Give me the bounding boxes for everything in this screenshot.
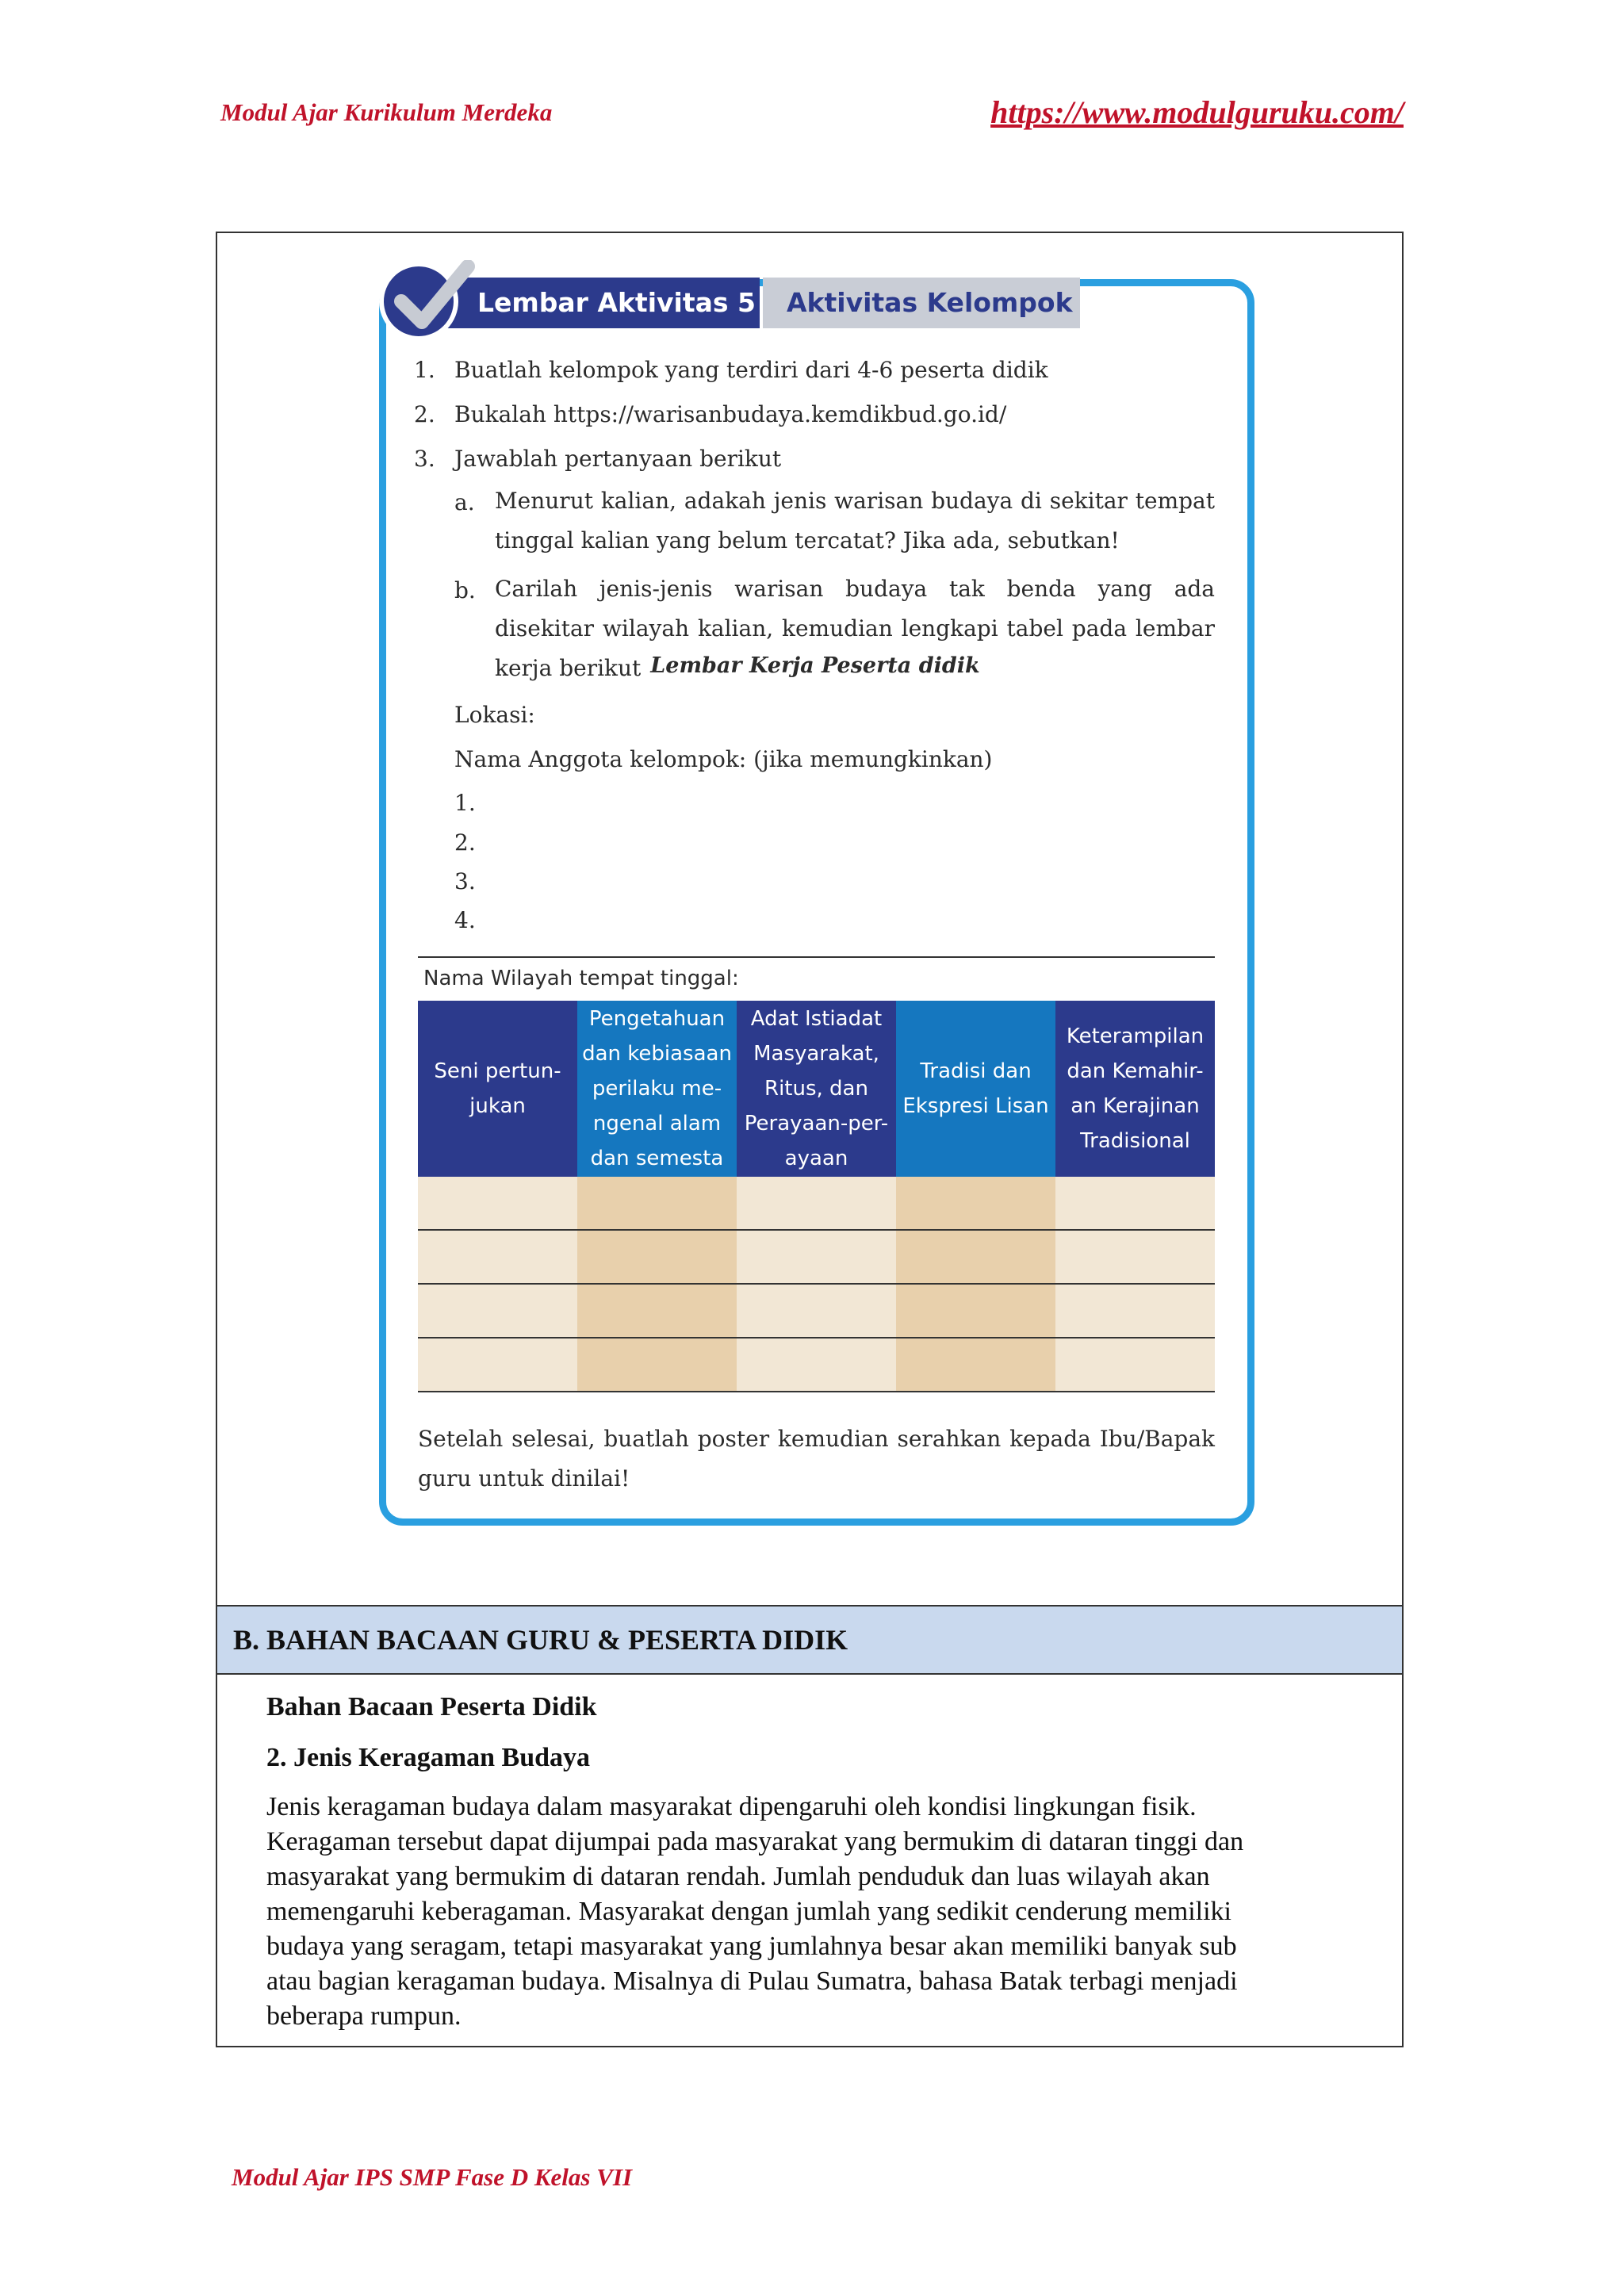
member-number: 3.	[454, 868, 476, 894]
table-cell[interactable]	[418, 1177, 577, 1230]
table-cell[interactable]	[896, 1284, 1055, 1338]
item-text: Bukalah https://warisanbudaya.kemdikbud.go.id/	[454, 401, 1007, 427]
table-header: Adat Istiadat Masyarakat, Ritus, dan Perayaan-per- ayaan	[737, 1001, 896, 1177]
table-cell[interactable]	[1055, 1230, 1215, 1284]
reading-subtitle: Bahan Bacaan Peserta Didik	[266, 1692, 597, 1721]
region-label: Nama Wilayah tempat tinggal:	[423, 967, 739, 990]
table-row	[418, 1338, 1215, 1392]
table-cell[interactable]	[737, 1284, 896, 1338]
item-number: 1.	[414, 357, 435, 383]
table-cell[interactable]	[896, 1338, 1055, 1392]
sub-item-letter: b.	[454, 577, 476, 603]
sub-item-b-text: Carilah jenis-jenis warisan budaya tak benda yang ada disekitar wilayah kalian, kemudian lengkapi tabel pada lembar kerja berikut	[495, 576, 1215, 681]
member-number: 1.	[454, 790, 476, 816]
sub-item-letter: a.	[454, 489, 475, 515]
table-cell[interactable]	[1055, 1284, 1215, 1338]
table-cell[interactable]	[577, 1177, 737, 1230]
paragraph-line: Keragaman tersebut dapat dijumpai pada masyarakat yang bermukim di dataran tinggi dan	[266, 1827, 1244, 1856]
table-cell[interactable]	[418, 1284, 577, 1338]
table-header: Seni pertun- jukan	[418, 1001, 577, 1177]
reading-paragraph	[266, 1790, 1361, 2034]
member-number: 4.	[454, 907, 476, 933]
item-text: Jawablah pertanyaan berikut	[454, 446, 782, 472]
table-cell[interactable]	[577, 1230, 737, 1284]
table-header: Tradisi dan Ekspresi Lisan	[896, 1001, 1055, 1177]
table-cell[interactable]	[1055, 1338, 1215, 1392]
paragraph-line: beberapa rumpun.	[266, 2001, 462, 2031]
section-b-title: B. BAHAN BACAAN GURU & PESERTA DIDIK	[217, 1605, 1402, 1675]
table-cell[interactable]	[418, 1230, 577, 1284]
table-header: Keterampilan dan Kemahir- an Kerajinan Tradisional	[1055, 1001, 1215, 1177]
check-badge-icon	[379, 262, 458, 341]
table-row	[418, 1177, 1215, 1230]
sub-item-a-text: Menurut kalian, adakah jenis warisan budaya di sekitar tempat tinggal kalian yang belum tercatat? Jika ada, sebutkan!	[495, 488, 1215, 553]
paragraph-line: atau bagian keragaman budaya. Misalnya di Pulau Sumatra, bahasa Batak terbagi menjadi	[266, 1967, 1238, 1996]
closing-instruction: Setelah selesai, buatlah poster kemudian serahkan kepada Ibu/Bapak guru untuk dinilai!	[418, 1426, 1215, 1492]
divider	[418, 956, 1215, 958]
item-number: 3.	[414, 446, 435, 472]
group-members-label: Nama Anggota kelompok: (jika memungkinkan)	[454, 746, 993, 772]
table-cell[interactable]	[737, 1230, 896, 1284]
table-cell[interactable]	[896, 1177, 1055, 1230]
table-cell[interactable]	[737, 1338, 896, 1392]
table-cell[interactable]	[577, 1284, 737, 1338]
activity-number-tab: Lembar Aktivitas 5	[428, 278, 760, 328]
worksheet-table	[418, 1001, 1215, 1392]
table-row	[418, 1284, 1215, 1338]
paragraph-line: masyarakat yang bermukim di dataran rendah. Jumlah penduduk dan luas wilayah akan	[266, 1862, 1210, 1891]
item-text: Buatlah kelompok yang terdiri dari 4-6 peserta didik	[454, 357, 1048, 383]
location-label: Lokasi:	[454, 702, 535, 728]
header-website-link[interactable]: https://www.modulguruku.com/	[990, 94, 1404, 130]
table-cell[interactable]	[896, 1230, 1055, 1284]
table-row	[418, 1230, 1215, 1284]
paragraph-line: memengaruhi keberagaman. Masyarakat dengan jumlah yang sedikit cenderung memiliki	[266, 1897, 1231, 1926]
worksheet-title: Lembar Kerja Peserta didik	[650, 653, 980, 678]
table-cell[interactable]	[418, 1338, 577, 1392]
table-cell[interactable]	[577, 1338, 737, 1392]
footer-module-title: Modul Ajar IPS SMP Fase D Kelas VII	[232, 2163, 633, 2191]
reading-heading: 2. Jenis Keragaman Budaya	[266, 1743, 591, 1772]
paragraph-line: Jenis keragaman budaya dalam masyarakat dipengaruhi oleh kondisi lingkungan fisik.	[266, 1792, 1197, 1821]
table-cell[interactable]	[1055, 1177, 1215, 1230]
item-number: 2.	[414, 401, 435, 427]
header-module-title: Modul Ajar Kurikulum Merdeka	[220, 98, 553, 126]
member-number: 2.	[454, 829, 476, 856]
table-cell[interactable]	[737, 1177, 896, 1230]
table-header: Pengetahuan dan kebiasaan perilaku me- ngenal alam dan semesta	[577, 1001, 737, 1177]
paragraph-line: budaya yang seragam, tetapi masyarakat yang jumlahnya besar akan memiliki banyak sub	[266, 1932, 1237, 1961]
activity-type-tab: Aktivitas Kelompok	[763, 278, 1080, 328]
